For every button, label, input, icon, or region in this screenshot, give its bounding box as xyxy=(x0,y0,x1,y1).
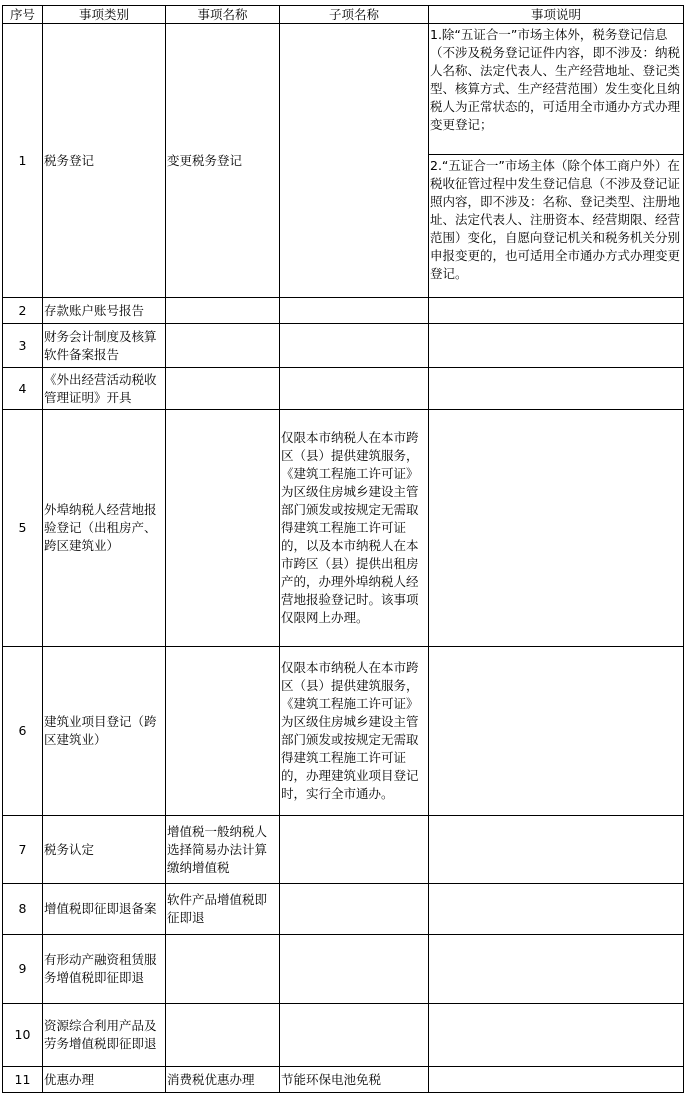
row-subitem: 仅限本市纳税人在本市跨区（县）提供建筑服务，《建筑工程施工许可证》为区级住房城乡建设主管部门颁发或按规定无需取得建筑工程施工许可证的，以及本市纳税人在本市跨区（县）提供出租房产的，办理外埠纳税人经营地报验登记时。该事项仅限网上办理。 xyxy=(280,410,429,647)
row-category: 外埠纳税人经营地报验登记（出租房产、跨区建筑业） xyxy=(43,410,166,647)
row-subitem xyxy=(280,324,429,368)
table-row xyxy=(3,1004,684,1067)
row-subitem xyxy=(280,24,429,298)
row-name xyxy=(166,1004,280,1067)
row-subitem xyxy=(280,816,429,884)
row-name xyxy=(166,647,280,816)
row-index: 6 xyxy=(3,647,43,816)
row-description xyxy=(429,935,684,1004)
row-index: 4 xyxy=(3,368,43,410)
row-category: 《外出经营活动税收管理证明》开具 xyxy=(43,368,166,410)
table-row xyxy=(3,24,684,155)
row-category: 有形动产融资租赁服务增值税即征即退 xyxy=(43,935,166,1004)
table-row xyxy=(3,935,684,1004)
table-row xyxy=(3,884,684,935)
row-index: 3 xyxy=(3,324,43,368)
row-description xyxy=(429,1004,684,1067)
row-name: 消费税优惠办理 xyxy=(166,1067,280,1093)
row-index: 5 xyxy=(3,410,43,647)
table-row xyxy=(3,410,684,647)
header-category: 事项类别 xyxy=(43,6,166,24)
row-name xyxy=(166,298,280,324)
header-description: 事项说明 xyxy=(429,6,684,24)
row-category: 增值税即征即退备案 xyxy=(43,884,166,935)
tax-matters-table xyxy=(2,5,684,1093)
row-description xyxy=(429,298,684,324)
table-row xyxy=(3,298,684,324)
row-name xyxy=(166,324,280,368)
row-index: 9 xyxy=(3,935,43,1004)
row-category: 税务登记 xyxy=(43,24,166,298)
row-category: 存款账户账号报告 xyxy=(43,298,166,324)
row-subitem xyxy=(280,884,429,935)
table-row xyxy=(3,368,684,410)
row-index: 7 xyxy=(3,816,43,884)
row-subitem: 仅限本市纳税人在本市跨区（县）提供建筑服务，《建筑工程施工许可证》为区级住房城乡建设主管部门颁发或按规定无需取得建筑工程施工许可证的，办理建筑业项目登记时，实行全市通办。 xyxy=(280,647,429,816)
row-description xyxy=(429,884,684,935)
table-row xyxy=(3,816,684,884)
row-description xyxy=(429,1067,684,1093)
row-category: 建筑业项目登记（跨区建筑业） xyxy=(43,647,166,816)
row-description-2: 2.“五证合一”市场主体（除个体工商户外）在税收征管过程中发生登记信息（不涉及登记证照内容，即不涉及：名称、登记类型、注册地址、法定代表人、注册资本、经营期限、经营范围）变化，自愿向登记机关和税务机关分别申报变更的，也可适用全市通办方式办理变更登记。 xyxy=(429,155,684,298)
row-name xyxy=(166,368,280,410)
row-subitem xyxy=(280,1004,429,1067)
header-index: 序号 xyxy=(3,6,43,24)
table-row xyxy=(3,324,684,368)
row-description xyxy=(429,647,684,816)
header-name: 事项名称 xyxy=(166,6,280,24)
row-name: 软件产品增值税即征即退 xyxy=(166,884,280,935)
row-index: 8 xyxy=(3,884,43,935)
row-description xyxy=(429,368,684,410)
row-subitem xyxy=(280,368,429,410)
row-category: 财务会计制度及核算软件备案报告 xyxy=(43,324,166,368)
row-description-1: 1.除“五证合一”市场主体外，税务登记信息（不涉及税务登记证件内容，即不涉及：纳税人名称、法定代表人、生产经营地址、登记类型、核算方式、生产经营范围）发生变化且纳税人为正常状态的，可适用全市通办方式办理变更登记； xyxy=(429,24,684,155)
row-index: 1 xyxy=(3,24,43,298)
table-row xyxy=(3,1067,684,1093)
row-name: 变更税务登记 xyxy=(166,24,280,298)
table-row xyxy=(3,647,684,816)
row-category: 税务认定 xyxy=(43,816,166,884)
row-index: 10 xyxy=(3,1004,43,1067)
table-header-row xyxy=(3,6,684,24)
row-subitem xyxy=(280,298,429,324)
row-index: 11 xyxy=(3,1067,43,1093)
row-name xyxy=(166,935,280,1004)
row-description xyxy=(429,410,684,647)
row-category: 优惠办理 xyxy=(43,1067,166,1093)
row-subitem: 节能环保电池免税 xyxy=(280,1067,429,1093)
row-name xyxy=(166,410,280,647)
row-index: 2 xyxy=(3,298,43,324)
row-description xyxy=(429,324,684,368)
row-name: 增值税一般纳税人选择简易办法计算缴纳增值税 xyxy=(166,816,280,884)
row-subitem xyxy=(280,935,429,1004)
header-subitem: 子项名称 xyxy=(280,6,429,24)
row-category: 资源综合利用产品及劳务增值税即征即退 xyxy=(43,1004,166,1067)
row-description xyxy=(429,816,684,884)
